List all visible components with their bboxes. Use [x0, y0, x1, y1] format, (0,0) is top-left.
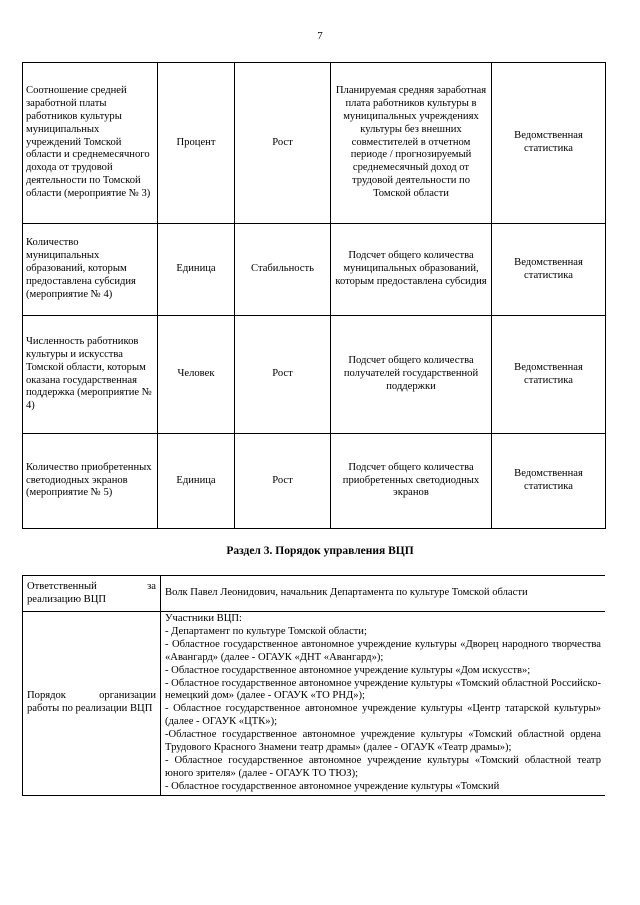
indicator-unit: Процент: [158, 63, 235, 224]
indicator-method: Подсчет общего количества получателей государственной поддержки: [331, 316, 492, 434]
indicator-trend: Рост: [235, 434, 331, 529]
page-number: 7: [317, 30, 323, 42]
indicator-unit: Человек: [158, 316, 235, 434]
indicator-name: Соотношение средней заработной платы работников культуры муниципальных учреждений Томской области и среднемесячного дохода от трудовой деятельности по Томской области (мероприятие № 3): [23, 63, 158, 224]
indicator-unit: Единица: [158, 224, 235, 316]
participants-cell: [161, 612, 606, 796]
list-item: - Областное государственное автономное учреждение культуры «Центр татарской культуры» (далее - ОГАУК «ЦТК»);: [165, 703, 601, 728]
table-row: [23, 434, 606, 529]
section-title: Раздел 3. Порядок управления ВЦП: [226, 545, 414, 557]
indicator-trend: Стабильность: [235, 224, 331, 316]
table-row: [23, 224, 606, 316]
indicator-name: Численность работников культуры и искусства Томской области, которым оказана государственная поддержка (мероприятие № 4): [23, 316, 158, 434]
indicator-source: Ведомственная статистика: [492, 63, 606, 224]
indicator-unit: Единица: [158, 434, 235, 529]
list-item: - Областное государственное автономное учреждение культуры «Томский областной театр юного зрителя» (далее - ОГАУК ТО ТЮЗ);: [165, 754, 601, 779]
participants-heading: Участники ВЦП:: [165, 613, 242, 624]
list-item: - Областное государственное автономное учреждение культуры «Томский: [165, 780, 500, 792]
list-item: - Областное государственное автономное учреждение культуры «Дворец народного творчества «Авангард» (далее - ОГАУК «ДНТ «Авангард»);: [165, 638, 601, 663]
list-item: - Департамент по культуре Томской области;: [165, 625, 367, 637]
table-row: [23, 316, 606, 434]
table-row: [23, 576, 606, 612]
list-item: -Областное государственное автономное учреждение культуры «Томский областной ордена Трудового Красного Знамени театр драмы» (далее - ОГАУК «Театр драмы»);: [165, 729, 601, 754]
indicator-name: Количество приобретенных светодиодных экранов (мероприятие № 5): [23, 434, 158, 529]
indicator-name: Количество муниципальных образований, которым предоставлена субсидия (мероприятие № 4): [23, 224, 158, 316]
indicator-source: Ведомственная статистика: [492, 316, 606, 434]
table-row: [23, 63, 606, 224]
responsible-value: Волк Павел Леонидович, начальник Департамента по культуре Томской области: [161, 576, 606, 612]
indicator-method: Подсчет общего количества приобретенных светодиодных экранов: [331, 434, 492, 529]
management-table-wrapper: [22, 575, 605, 858]
procedure-label: Порядок организации работы по реализации ВЦП: [23, 612, 161, 796]
management-table: [22, 575, 605, 796]
indicator-method: Планируемая средняя заработная плата работников культуры в муниципальных учреждениях культуры без внешних совместителей в отчетном периоде / прогнозируемый среднемесячный доход от трудовой деятельности по Томской области: [331, 63, 492, 224]
table-row: [23, 612, 606, 796]
indicator-trend: Рост: [235, 63, 331, 224]
list-item: - Областное государственное автономное учреждение культуры «Томский областной Российско-немецкий дом» (далее - ОГАУК «ТО РНД»);: [165, 677, 601, 702]
indicator-method: Подсчет общего количества муниципальных образований, которым предоставлена субсидия: [331, 224, 492, 316]
responsible-label: Ответственный за реализацию ВЦП: [23, 576, 161, 612]
indicator-trend: Рост: [235, 316, 331, 434]
list-item: - Областное государственное автономное учреждение культуры «Дом искусств»;: [165, 664, 531, 676]
indicators-table: [22, 62, 606, 529]
indicator-source: Ведомственная статистика: [492, 434, 606, 529]
indicator-source: Ведомственная статистика: [492, 224, 606, 316]
